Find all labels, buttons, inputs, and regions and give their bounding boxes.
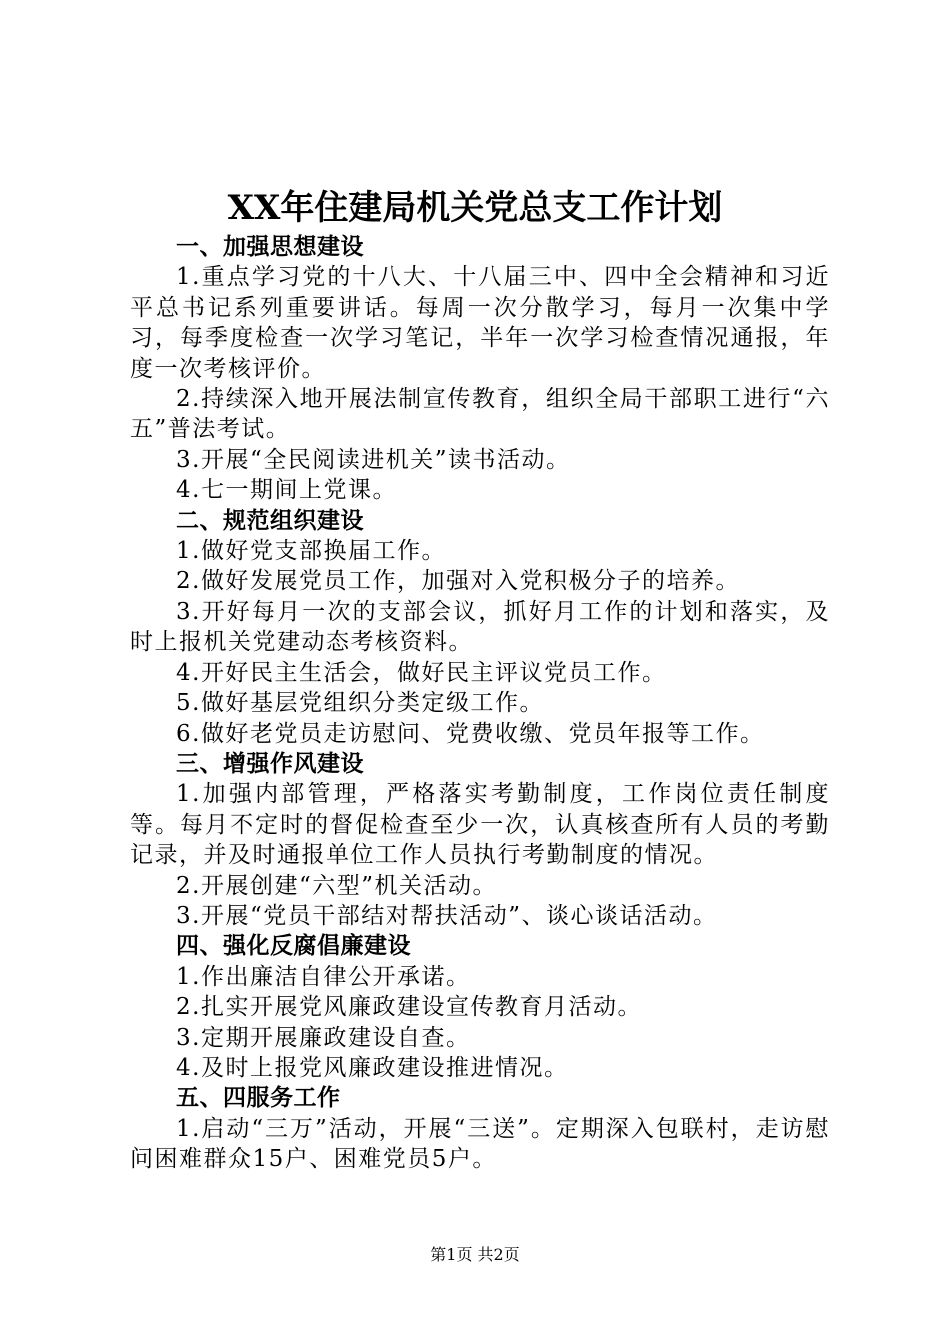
- paragraph: 1.重点学习党的十八大、十八届三中、四中全会精神和习近平总书记系列重要讲话。每周一次分散学习，每月一次集中学习，每季度检查一次学习笔记，半年一次学习检查情况通报，年度一次考核评价。: [130, 264, 830, 382]
- section-heading: 五、四服务工作: [176, 1084, 341, 1112]
- paragraph: 6.做好老党员走访慰问、党费收缴、党员年报等工作。: [176, 720, 765, 747]
- paragraph: 4.七一期间上党课。: [176, 477, 397, 504]
- paragraph: 2.开展创建“六型”机关活动。: [176, 872, 497, 899]
- paragraph: 2.扎实开展党风廉政建设宣传教育月活动。: [176, 994, 642, 1021]
- paragraph: 1.加强内部管理，严格落实考勤制度，工作岗位责任制度等。每月不定时的督促检查至少一次，认真核查所有人员的考勤记录，并及时通报单位工作人员执行考勤制度的情况。: [130, 781, 830, 869]
- paragraph: 2.做好发展党员工作，加强对入党积极分子的培养。: [176, 568, 740, 595]
- document-title: XX年住建局机关党总支工作计划: [227, 188, 723, 228]
- paragraph: 3.开展“党员干部结对帮扶活动”、谈心谈话活动。: [176, 902, 718, 929]
- document-body: [130, 232, 830, 1175]
- page-number-footer: 第1页 共2页: [430, 1245, 520, 1264]
- paragraph: 4.及时上报党风廉政建设推进情况。: [176, 1054, 569, 1081]
- section-heading: 二、规范组织建设: [176, 506, 364, 534]
- paragraph: 2.持续深入地开展法制宣传教育，组织全局干部职工进行“六五”普法考试。: [130, 386, 830, 443]
- paragraph: 4.开好民主生活会，做好民主评议党员工作。: [176, 659, 667, 686]
- paragraph: 1.启动“三万”活动，开展“三送”。定期深入包联村，走访慰问困难群众15户、困难党员5户。: [130, 1115, 830, 1173]
- paragraph: 5.做好基层党组织分类定级工作。: [176, 690, 544, 717]
- paragraph: 1.做好党支部换届工作。: [176, 538, 446, 565]
- paragraph: 1.作出廉洁自律公开承诺。: [176, 963, 471, 990]
- paragraph: 3.开展“全民阅读进机关”读书活动。: [176, 446, 571, 473]
- section-heading: 一、加强思想建设: [176, 233, 364, 260]
- paragraph: 3.开好每月一次的支部会议，抓好月工作的计划和落实，及时上报机关党建动态考核资料。: [130, 598, 830, 656]
- section-heading: 三、增强作风建设: [176, 749, 364, 777]
- section-heading: 四、强化反腐倡廉建设: [176, 932, 411, 960]
- paragraph: 3.定期开展廉政建设自查。: [176, 1024, 471, 1051]
